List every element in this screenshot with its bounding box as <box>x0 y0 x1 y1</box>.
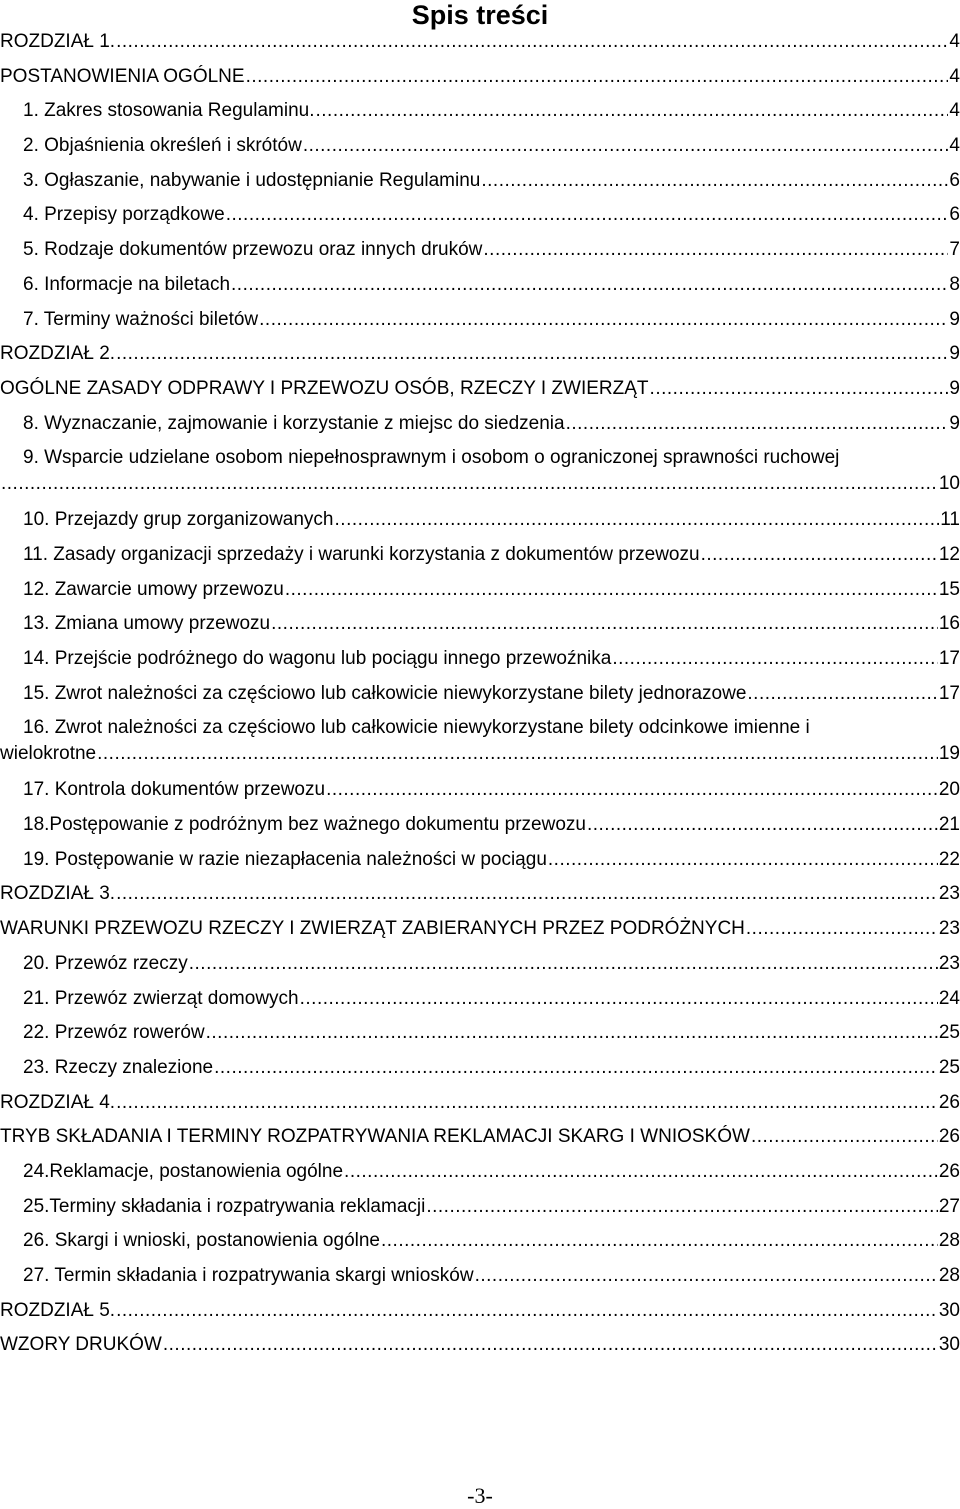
toc-entry-title: 17. Kontrola dokumentów przewozu <box>23 779 326 801</box>
toc-entry[interactable] <box>0 647 960 682</box>
dot-leader <box>116 1300 938 1322</box>
toc-entry-title: 10. Przejazdy grup zorganizowanych <box>23 509 334 531</box>
dot-leader <box>326 779 938 801</box>
toc-entry-title: ROZDZIAŁ 3. <box>0 883 116 905</box>
toc-page-number: 30 <box>938 1299 960 1321</box>
toc-entry[interactable] <box>0 273 960 308</box>
toc-page-number: 11 <box>940 509 960 531</box>
toc-page-number: 12 <box>938 543 960 565</box>
toc-entry-title: ROZDZIAŁ 1. <box>0 31 116 52</box>
toc-entry-title: 2. Objaśnienia określeń i skrótów <box>23 135 302 157</box>
dot-leader <box>548 849 938 871</box>
dot-leader <box>701 544 938 566</box>
toc-entry-title: 5. Rodzaje dokumentów przewozu oraz innych druków <box>23 239 483 261</box>
toc-entry-title: 20. Przewóz rzeczy <box>23 952 188 974</box>
toc-entry[interactable] <box>0 169 960 204</box>
toc-page-number: 9 <box>949 343 960 365</box>
dot-leader <box>300 988 938 1010</box>
toc-entry-title: 26. Skargi i wnioski, postanowienia ogólne <box>23 1230 380 1252</box>
toc-entry-title: 27. Termin składania i rozpatrywania skargi wniosków <box>23 1265 474 1286</box>
toc-entry-title: 16. Zwrot należności za częściowo lub całkowicie niewykorzystane bilety odcinkowe imienne i <box>23 717 810 739</box>
toc-page-number: 23 <box>938 918 960 940</box>
dot-leader <box>315 100 948 122</box>
toc-entry[interactable] <box>0 446 960 508</box>
dot-leader <box>231 274 948 296</box>
dot-leader <box>206 1022 938 1044</box>
toc-page-number: 22 <box>938 848 960 870</box>
toc-entry-title: WARUNKI PRZEWOZU RZECZY I ZWIERZĄT ZABIERANYCH PRZEZ PODRÓŻNYCH <box>0 918 745 940</box>
table-of-contents <box>0 30 960 1368</box>
dot-leader <box>566 413 949 435</box>
toc-entry-title: 7. Terminy ważności biletów <box>23 308 259 330</box>
page-number: -3- <box>467 1483 493 1508</box>
toc-page-number: 25 <box>938 1022 960 1044</box>
toc-entry-title: 14. Przejście podróżnego do wagonu lub pociągu innego przewoźnika <box>23 648 612 669</box>
dot-leader <box>426 1196 938 1218</box>
toc-entry-title: 9. Wsparcie udzielane osobom niepełnosprawnym i osobom o ograniczonej sprawności ruchowej <box>23 447 840 469</box>
dot-leader <box>189 953 938 975</box>
toc-entry[interactable] <box>0 1125 960 1160</box>
toc-entry-title: 1. Zakres stosowania Regulaminu. <box>23 100 315 122</box>
toc-page-number: 15 <box>938 578 960 600</box>
toc-entry-title: 22. Przewóz rowerów <box>23 1022 205 1044</box>
toc-entry-title: 23. Rzeczy znalezione <box>23 1056 214 1078</box>
toc-entry[interactable] <box>0 1021 960 1056</box>
toc-entry[interactable] <box>0 377 960 412</box>
toc-page-number: 23 <box>938 952 960 974</box>
toc-entry[interactable] <box>0 813 960 848</box>
toc-page-number: 4 <box>949 135 960 157</box>
toc-entry[interactable] <box>0 578 960 613</box>
toc-entry[interactable] <box>0 543 960 578</box>
toc-entry[interactable] <box>0 917 960 952</box>
toc-entry-title: TRYB SKŁADANIA I TERMINY ROZPATRYWANIA REKLAMACJI SKARG I WNIOSKÓW <box>0 1126 750 1148</box>
dot-leader <box>214 1057 938 1079</box>
toc-entry[interactable] <box>0 134 960 169</box>
toc-entry[interactable] <box>0 1299 960 1334</box>
toc-entry-title: ROZDZIAŁ 5. <box>0 1299 116 1321</box>
toc-page-number: 4 <box>949 100 960 122</box>
toc-page-number: 24 <box>938 987 960 1009</box>
toc-page-number: 9 <box>949 412 960 434</box>
toc-page-number: 6 <box>949 169 960 191</box>
toc-entry[interactable] <box>0 848 960 883</box>
toc-entry[interactable] <box>0 682 960 717</box>
toc-page-number: 25 <box>938 1056 960 1078</box>
dot-leader <box>226 204 949 226</box>
toc-page-number: 17 <box>938 648 960 669</box>
dot-leader <box>116 883 938 905</box>
dot-leader <box>751 1126 938 1148</box>
toc-entry[interactable] <box>0 612 960 647</box>
toc-entry[interactable] <box>0 952 960 987</box>
toc-entry-title: WZORY DRUKÓW <box>0 1334 162 1356</box>
dot-leader <box>271 613 938 635</box>
toc-page-number: 6 <box>949 204 960 226</box>
toc-page-number: 16 <box>938 613 960 635</box>
dot-leader <box>303 135 949 157</box>
dot-leader <box>587 814 938 836</box>
toc-entry-title: ROZDZIAŁ 4. <box>0 1091 116 1113</box>
toc-entry[interactable] <box>0 1091 960 1126</box>
toc-entry[interactable] <box>0 412 960 447</box>
toc-page-number: 26 <box>938 1126 960 1148</box>
toc-entry[interactable] <box>0 508 960 543</box>
toc-entry-title: 25.Terminy składania i rozpatrywania reklamacji <box>23 1195 426 1217</box>
dot-leader <box>116 343 948 365</box>
dot-leader <box>381 1230 938 1252</box>
toc-entry-title: 24.Reklamacje, postanowienia ogólne <box>23 1160 344 1182</box>
toc-page-number: 17 <box>938 682 960 704</box>
dot-leader <box>747 683 937 705</box>
toc-entry[interactable] <box>0 882 960 917</box>
toc-entry-title: 11. Zasady organizacji sprzedaży i warunki korzystania z dokumentów przewozu <box>23 543 700 565</box>
toc-page-number: 21 <box>938 814 960 836</box>
toc-entry[interactable] <box>0 99 960 134</box>
toc-page-number: 4 <box>949 31 960 52</box>
toc-page-number: 28 <box>938 1230 960 1252</box>
toc-page-number: 8 <box>949 273 960 295</box>
dot-leader <box>650 378 949 400</box>
toc-entry[interactable] <box>0 987 960 1022</box>
dot-leader <box>612 648 938 670</box>
toc-entry[interactable] <box>0 342 960 377</box>
toc-entry[interactable] <box>0 1195 960 1230</box>
toc-page-number: 26 <box>938 1091 960 1113</box>
toc-page-number: 23 <box>938 883 960 905</box>
dot-leader <box>483 239 948 261</box>
toc-entry[interactable] <box>0 30 960 65</box>
toc-entry-title: 4. Przepisy porządkowe <box>23 204 225 226</box>
page-title: Spis treści <box>411 0 549 30</box>
toc-entry[interactable] <box>0 308 960 343</box>
dot-leader <box>285 579 938 601</box>
toc-entry-title: 13. Zmiana umowy przewozu <box>23 613 271 635</box>
toc-entry-title: OGÓLNE ZASADY ODPRAWY I PRZEWOZU OSÓB, RZECZY I ZWIERZĄT <box>0 377 649 399</box>
dot-leader <box>246 66 949 88</box>
toc-page-number: 19 <box>938 743 960 765</box>
toc-entry[interactable] <box>0 778 960 813</box>
toc-entry-title-continued: wielokrotne <box>0 743 97 765</box>
dot-leader <box>746 918 938 940</box>
toc-entry[interactable] <box>0 1264 960 1299</box>
toc-page-number: 28 <box>938 1265 960 1286</box>
dot-leader <box>259 309 948 331</box>
toc-entry[interactable] <box>0 1333 960 1368</box>
toc-entry-title: 12. Zawarcie umowy przewozu <box>23 578 284 600</box>
toc-entry[interactable] <box>0 65 960 100</box>
toc-entry-title: 8. Wyznaczanie, zajmowanie i korzystanie z miejsc do siedzenia <box>23 412 565 434</box>
dot-leader <box>97 743 938 765</box>
dot-leader <box>475 1265 938 1287</box>
toc-page-number: 30 <box>938 1334 960 1356</box>
toc-page-number: 7 <box>949 239 960 261</box>
toc-page-number: 4 <box>949 65 960 87</box>
dot-leader <box>1 473 938 495</box>
dot-leader <box>344 1161 938 1183</box>
toc-entry[interactable] <box>0 1160 960 1195</box>
toc-page-number: 10 <box>938 473 960 495</box>
toc-entry-title: 21. Przewóz zwierząt domowych <box>23 987 299 1009</box>
toc-entry-title: POSTANOWIENIA OGÓLNE <box>0 65 245 87</box>
toc-entry-title: 19. Postępowanie w razie niezapłacenia należności w pociągu <box>23 848 547 870</box>
toc-entry-title: 18.Postępowanie z podróżnym bez ważnego dokumentu przewozu <box>23 814 586 836</box>
toc-entry[interactable] <box>0 1056 960 1091</box>
toc-entry-title: ROZDZIAŁ 2. <box>0 343 116 365</box>
dot-leader <box>335 509 940 531</box>
toc-entry[interactable] <box>0 716 960 778</box>
toc-page-number: 20 <box>938 779 960 801</box>
toc-page-number: 27 <box>938 1195 960 1217</box>
toc-page-number: 9 <box>949 308 960 330</box>
toc-entry-title: 3. Ogłaszanie, nabywanie i udostępnianie Regulaminu <box>23 169 481 191</box>
toc-entry[interactable] <box>0 203 960 238</box>
toc-entry[interactable] <box>0 1229 960 1264</box>
dot-leader <box>116 31 948 53</box>
toc-entry-title: 6. Informacje na biletach <box>23 273 231 295</box>
toc-entry[interactable] <box>0 238 960 273</box>
dot-leader <box>481 170 948 192</box>
dot-leader <box>116 1092 938 1114</box>
toc-entry-title: 15. Zwrot należności za częściowo lub całkowicie niewykorzystane bilety jednorazowe <box>23 682 747 704</box>
toc-page-number: 26 <box>938 1160 960 1182</box>
toc-page-number: 9 <box>949 377 960 399</box>
dot-leader <box>163 1334 938 1356</box>
